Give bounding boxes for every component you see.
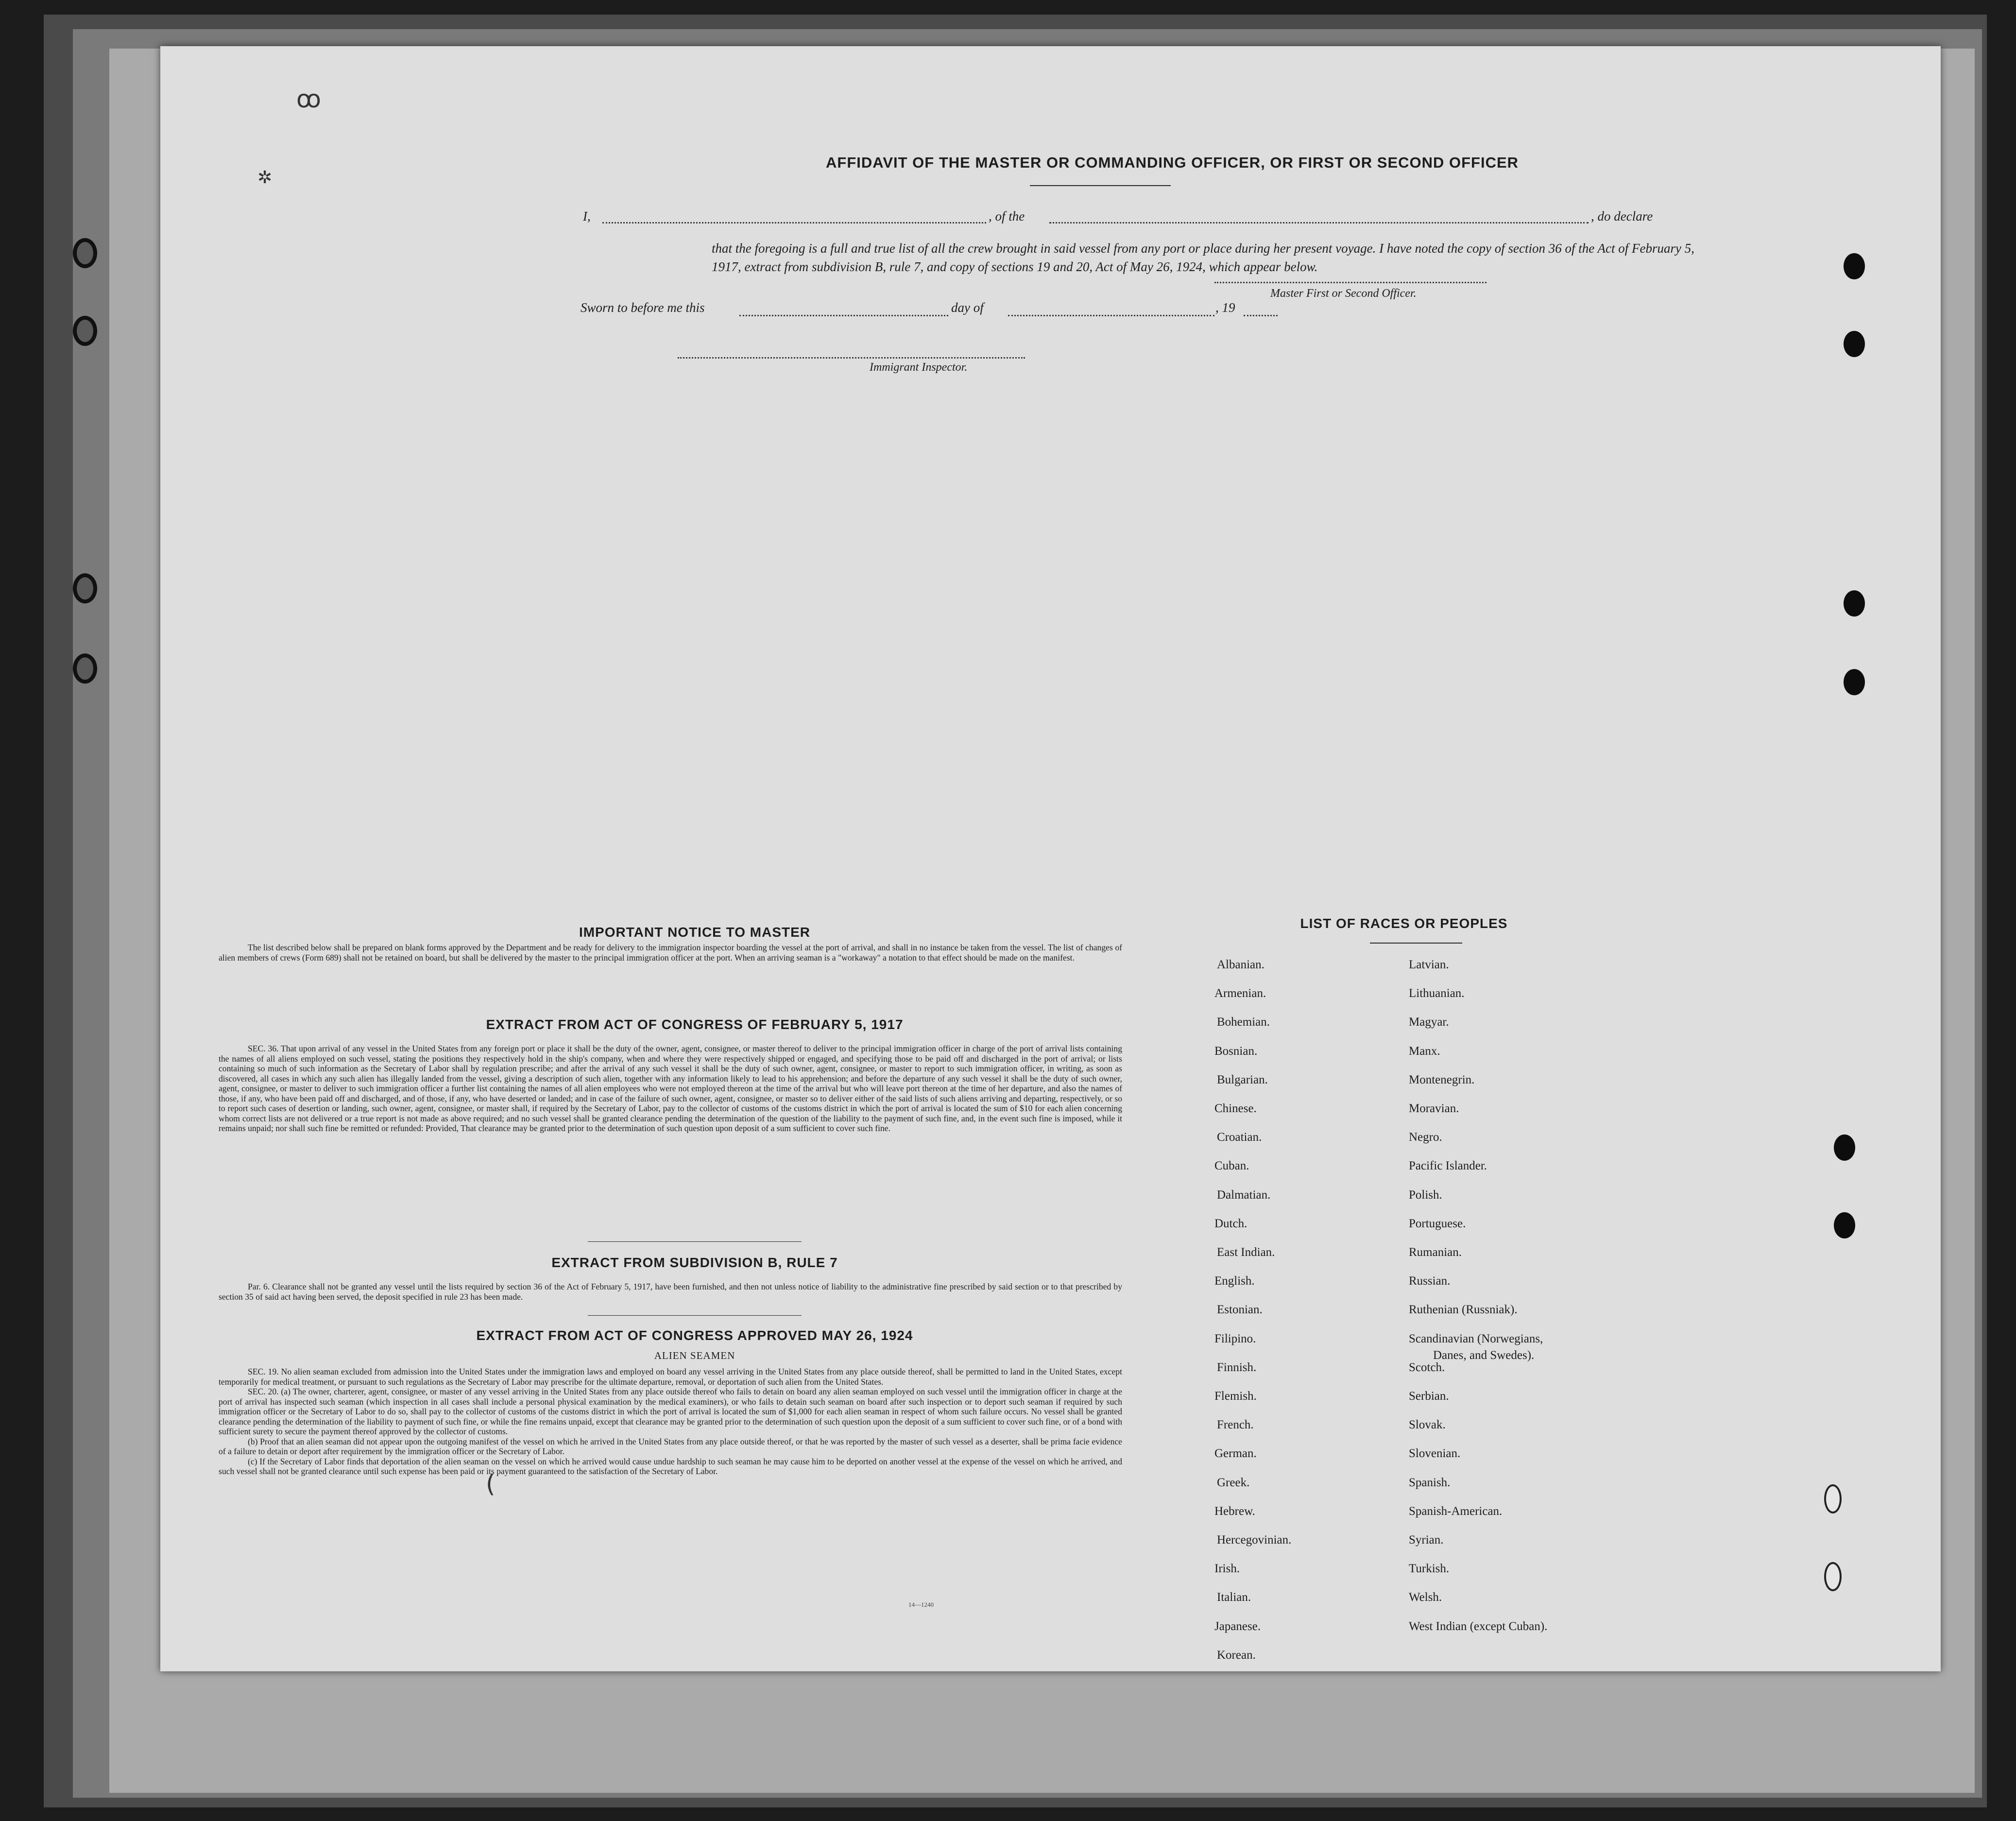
extract-1924-paragraph: SEC. 19. No alien seaman excluded from admission into the United States under the immigration laws and employed on board any vessel arriving in the United States from any place outside thereof, shall be permitted to land in the United States, except temporarily for medical treatment, or pursuant to such regulations as the Secretary of Labor may prescribe for the ultimate departure, removal, or deportation of such alien from the United States.	[219, 1367, 1122, 1387]
sworn-year-line[interactable]	[1244, 315, 1278, 316]
race-item: Finnish.	[1217, 1360, 1257, 1374]
race-item: Syrian.	[1409, 1533, 1444, 1546]
race-item: Korean.	[1217, 1648, 1256, 1662]
race-item: Dalmatian.	[1217, 1188, 1271, 1202]
manifest-page	[160, 46, 1941, 1671]
year-label: , 19	[1215, 300, 1235, 315]
race-item: Hebrew.	[1214, 1504, 1255, 1518]
punch-hole-icon	[1834, 1212, 1855, 1238]
ink-mark-icon: (	[486, 1470, 495, 1498]
extract-rule7-title: EXTRACT FROM SUBDIVISION B, RULE 7	[551, 1255, 838, 1270]
punch-hole-icon	[1844, 590, 1865, 617]
sworn-date-line[interactable]	[739, 315, 948, 316]
punch-hole-icon	[1824, 1562, 1842, 1591]
extract-1924-paragraph: (b) Proof that an alien seaman did not appear upon the outgoing manifest of the vessel on which he arrived in the United States from any place outside thereof, or that he was reported by the master of such vessel as a deserter, shall be prima facie evidence of a failure to detain or deport after requirement by the immigration officer or the Secretary of Labor.	[219, 1436, 1122, 1456]
binder-ring-icon	[73, 238, 97, 268]
race-item: Japanese.	[1214, 1619, 1261, 1633]
race-item: Magyar.	[1409, 1015, 1449, 1029]
master-signature-label: Master First or Second Officer.	[1270, 287, 1417, 300]
punch-hole-icon	[1824, 1484, 1842, 1513]
race-item: Hercegovinian.	[1217, 1533, 1292, 1546]
race-item: Bulgarian.	[1217, 1073, 1268, 1086]
race-item: Slovenian.	[1409, 1447, 1461, 1460]
race-item: Chinese.	[1214, 1102, 1257, 1115]
ink-mark-icon: ꝏ	[296, 85, 321, 113]
notice-text: The list described below shall be prepared on blank forms approved by the Department and be ready for delivery to the immigration inspector boarding the vessel at the port of arrival, and shall in no instance be taken from the vessel. The list of changes of alien members of crews (Form 689) shall not be retained on board, but shall be delivered by the master to the principal immigration officer at the port. When an arriving seaman is a "workaway" a notation to that effect should be made on the manifest.	[219, 943, 1122, 962]
race-item: Scotch.	[1409, 1360, 1445, 1374]
race-item: Flemish.	[1214, 1390, 1257, 1403]
punch-hole-icon	[1844, 669, 1865, 695]
extract-1917-text: SEC. 36. That upon arrival of any vessel in the United States from any foreign port or place it shall be the duty of the owner, agent, consignee, or master thereof to deliver to the principal immigration officer in charge of the port of arrival lists containing the names of all aliens employed on such vessel, stating the positions they respectively hold in the ship's company, when and where they were respectively shipped or engaged, and specifying those to be paid off and discharged in the port of arrival; or lists containing so much of such information as the Secretary of Labor shall by regulation prescribe; and after the arrival of any such vessel it shall be the duty of such owner, agent, consignee, or master to report to such immigration officer, in writing, as soon as discovered, all cases in which any such alien has illegally landed from the vessel, giving a description of such alien, together with any information likely to lead to his apprehension; and before the departure of any such vessel it shall be the duty of such owner, agent, consignee, or master to deliver to such immigration officer a further list containing the names of all alien employees who were not employed thereon at the time of the arrival but who will leave port thereon at the time of her departure, and also the names of those, if any, who have been paid off and discharged, and of those, if any, who have deserted or landed; and in case of the failure of such owner, agent, consignee, or master so to deliver either of the said lists of such aliens arriving and departing, respectively, or so to report such cases of desertion or landing, such owner, agent, consignee, or master shall, if required by the Secretary of Labor, pay to the collector of customs of the customs district in which the port of arrival is located the sum of $10 for each alien concerning whom correct lists are not delivered or a true report is not made as above required; and no such vessel shall be granted clearance pending the determination of the question of the liability to the payment of such fine, and, in the event such fine is imposed, while it remains unpaid; nor shall such fine be remitted or refunded: Provided, That clearance may be granted prior to the determination of such question upon deposit of a sum sufficient to cover such fine.	[219, 1044, 1122, 1133]
section-divider	[588, 1241, 802, 1242]
race-item: Slovak.	[1409, 1418, 1446, 1432]
race-item: Irish.	[1214, 1562, 1240, 1576]
of-the-label: , of the	[989, 209, 1025, 223]
race-item: Croatian.	[1217, 1131, 1262, 1144]
sworn-label: Sworn to before me this	[581, 300, 705, 315]
race-item: East Indian.	[1217, 1246, 1275, 1259]
extract-1924-paragraphs	[219, 1367, 1122, 1477]
punch-hole-icon	[1834, 1134, 1855, 1161]
race-item: Russian.	[1409, 1274, 1451, 1288]
race-item: Polish.	[1409, 1188, 1442, 1202]
day-of-label: day of	[951, 300, 984, 315]
races-title: LIST OF RACES OR PEOPLES	[1300, 916, 1508, 931]
race-item: Dutch.	[1214, 1217, 1247, 1230]
race-item: Ruthenian (Russniak).	[1409, 1303, 1518, 1317]
extract-rule7-text: Par. 6. Clearance shall not be granted any vessel until the lists required by section 36 of the Act of February 5, 1917, have been furnished, and then not unless notice of liability to the administrative fine prescribed by said section or to that prescribed by section 35 of said act having been served, the deposit specified in rule 23 has been made.	[219, 1282, 1122, 1302]
title-underline	[1030, 185, 1171, 186]
sworn-month-line[interactable]	[1008, 315, 1214, 316]
race-item: Scandinavian (Norwegians,	[1409, 1332, 1543, 1345]
punch-hole-icon	[1844, 253, 1865, 279]
race-item: Italian.	[1217, 1591, 1251, 1604]
binder-ring-icon	[73, 573, 97, 603]
master-signature-line[interactable]	[1214, 282, 1486, 283]
race-item: Negro.	[1409, 1131, 1442, 1144]
race-item: Latvian.	[1409, 958, 1449, 971]
affidavit-title: AFFIDAVIT OF THE MASTER OR COMMANDING OFFICER, OR FIRST OR SECOND OFFICER	[826, 154, 1519, 171]
race-item: West Indian (except Cuban).	[1409, 1619, 1548, 1633]
race-item: Portuguese.	[1409, 1217, 1466, 1230]
extract-1924-paragraph: SEC. 20. (a) The owner, charterer, agent, consignee, or master of any vessel arriving in the United States from any place outside thereof who fails to detain on board any alien seaman employed on such vessel until the immigration officer in charge at the port of arrival has inspected such seaman (which inspection in all cases shall include a personal physical examination by the medical examiners), or who fails to detain such seaman on board after such inspection or to deport such seaman if required by such immigration officer or the Secretary of Labor to do so, shall pay to the collector of customs of the customs district in which the port of arrival is located the sum of $1,000 for each alien seaman in respect of whom such failure occurs. No vessel shall be granted clearance pending the determination of the liability to payment of such fine, or while the fine remains unpaid, except that clearance may be granted prior to the determination of such question upon the deposit of a sum sufficient to cover such fine, or of a bond with sufficient surety to secure the payment thereof approved by the collector of customs.	[219, 1387, 1122, 1436]
race-item: Bohemian.	[1217, 1015, 1270, 1029]
form-number: 14—1240	[908, 1601, 934, 1608]
race-item: English.	[1214, 1274, 1255, 1288]
punch-hole-icon	[1844, 331, 1865, 357]
race-item: Cuban.	[1214, 1159, 1249, 1173]
race-item: Manx.	[1409, 1044, 1440, 1058]
declarant-name-line[interactable]	[602, 222, 986, 223]
race-item: Welsh.	[1409, 1591, 1442, 1604]
race-item: Rumanian.	[1409, 1246, 1462, 1259]
race-item: Spanish.	[1409, 1476, 1451, 1489]
declaration-text: that the foregoing is a full and true list of all the crew brought in said vessel from any port or place during her present voyage. I have noted the copy of section 36 of the Act of February 5, 1917, extract from subdivision B, rule 7, and copy of sections 19 and 20, Act of May 26, 1924, which appear below.	[712, 241, 1694, 274]
race-item: Bosnian.	[1214, 1044, 1258, 1058]
extract-1924-title: EXTRACT FROM ACT OF CONGRESS APPROVED MAY 26, 1924	[476, 1328, 913, 1343]
races-title-underline	[1370, 943, 1462, 944]
inspector-signature-line[interactable]	[678, 357, 1025, 359]
race-item: Estonian.	[1217, 1303, 1263, 1317]
binder-ring-icon	[73, 653, 97, 684]
extract-1917-title: EXTRACT FROM ACT OF CONGRESS OF FEBRUARY 5, 1917	[486, 1017, 904, 1032]
alien-seamen-subtitle: ALIEN SEAMEN	[654, 1350, 735, 1361]
race-item: French.	[1217, 1418, 1254, 1432]
race-item: Turkish.	[1409, 1562, 1450, 1576]
section-divider	[588, 1315, 802, 1316]
race-item: Filipino.	[1214, 1332, 1256, 1345]
race-item: Montenegrin.	[1409, 1073, 1475, 1086]
binder-ring-icon	[73, 316, 97, 346]
vessel-name-line[interactable]	[1049, 222, 1589, 223]
extract-1924-paragraph: (c) If the Secretary of Labor finds that deportation of the alien seaman on the vessel on which he arrived would cause undue hardship to such seaman he may cause him to be deported on another vessel at the expense of the vessel on which he arrived, and such vessel shall not be granted clearance until such expense has been paid or its payment guaranteed to the satisfaction of the Secretary of Labor.	[219, 1456, 1122, 1476]
race-item: Spanish-American.	[1409, 1504, 1503, 1518]
race-item: Moravian.	[1409, 1102, 1459, 1115]
race-item: Serbian.	[1409, 1390, 1449, 1403]
race-item: Albanian.	[1217, 958, 1264, 971]
race-item: Danes, and Swedes).	[1433, 1348, 1535, 1362]
declare-label: , do declare	[1591, 209, 1653, 223]
race-item: Greek.	[1217, 1476, 1250, 1489]
declarant-label: I,	[583, 209, 591, 223]
race-item: German.	[1214, 1447, 1257, 1460]
race-item: Armenian.	[1214, 987, 1266, 1000]
ink-mark-icon: ✲	[257, 168, 273, 188]
notice-title: IMPORTANT NOTICE TO MASTER	[579, 925, 811, 940]
race-item: Lithuanian.	[1409, 987, 1465, 1000]
inspector-label: Immigrant Inspector.	[870, 361, 968, 374]
race-item: Pacific Islander.	[1409, 1159, 1487, 1173]
